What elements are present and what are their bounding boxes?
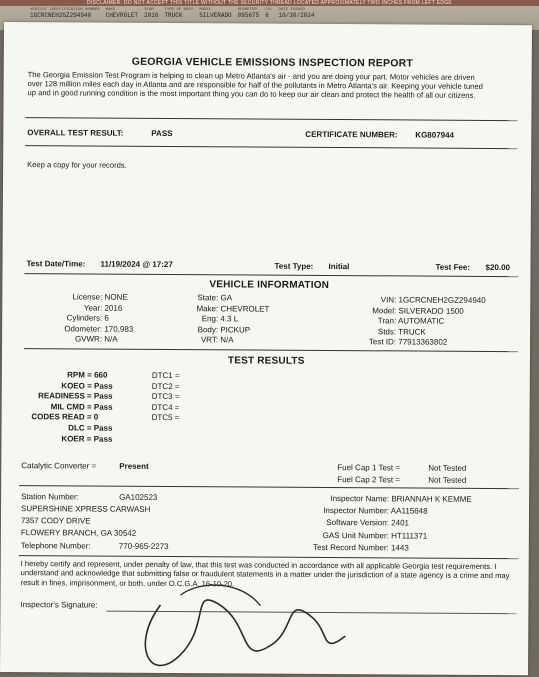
divider bbox=[24, 273, 518, 277]
result-field: KOER = Pass bbox=[61, 433, 113, 444]
test-fee-value: $20.00 bbox=[485, 262, 511, 273]
vehicle-field: Cylinders: 6 bbox=[66, 313, 109, 323]
vehicle-right-col bbox=[354, 295, 486, 349]
station-address: 7357 CODY DRIVE bbox=[20, 516, 91, 526]
inspector-field: Inspector Name: BRIANNAH K KEMME bbox=[330, 494, 472, 504]
certificate-label: CERTIFICATE NUMBER: bbox=[305, 129, 398, 140]
emissions-report-paper bbox=[0, 22, 532, 675]
overall-result-value: PASS bbox=[151, 128, 173, 139]
result-field: RPM = 660 bbox=[67, 370, 108, 380]
results-left-col bbox=[23, 370, 112, 445]
test-date-label: Test Date/Time: bbox=[26, 259, 86, 269]
vehicle-left-col bbox=[32, 292, 133, 346]
inspector-field: Inspector Number: AA115648 bbox=[323, 506, 428, 516]
result-field: KOEO = Pass bbox=[61, 380, 113, 391]
station-number-label: Station Number: bbox=[21, 492, 79, 502]
certification-text: I hereby certify and represent, under penalty of law, that this test was conducted in accordance with all applicable Georgia test requirements. I understand and acknowledge that submitting false or fraudulent statements in a matter under the jurisdiction of a state agency is a crime and may result in fines, imprisonment, or both, under O.C.G.A. 16-10-20. bbox=[20, 559, 510, 589]
station-city: FLOWERY BRANCH, GA 30542 bbox=[20, 528, 137, 538]
inspector-field: Software Version: 2401 bbox=[326, 518, 410, 528]
vehicle-field: Body: PICKUP bbox=[197, 324, 251, 335]
signature-stroke bbox=[180, 585, 260, 606]
vehicle-info-heading: VEHICLE INFORMATION bbox=[209, 279, 330, 291]
vehicle-field: License: NONE bbox=[72, 292, 128, 302]
test-type-value: Initial bbox=[328, 261, 350, 272]
vehicle-field: GVWR: N/A bbox=[74, 334, 118, 345]
vehicle-field: Stds: TRUCK bbox=[377, 327, 426, 337]
phone-label: Telephone Number: bbox=[20, 541, 91, 551]
title-field: DATE ISSUED 10/30/2024 bbox=[278, 8, 315, 19]
title-fields bbox=[30, 8, 314, 19]
inspector-col bbox=[297, 493, 472, 555]
test-fee-label: Test Fee: bbox=[435, 262, 471, 272]
divider bbox=[19, 485, 519, 489]
signature-stroke bbox=[145, 599, 345, 666]
dtc-col bbox=[152, 371, 180, 424]
keep-copy-note: Keep a copy for your records. bbox=[27, 160, 127, 170]
vehicle-field: VRT: N/A bbox=[200, 335, 234, 345]
catalytic-value: Present bbox=[119, 461, 149, 471]
title-field: VEHICLE IDENTIFICATION NUMBER 1GCRCNEH2GZ294940 bbox=[30, 8, 100, 19]
vehicle-field: Eng: 4.3 L bbox=[201, 314, 239, 324]
signature-label: Inspector's Signature: bbox=[20, 600, 98, 610]
station-name: SUPERSHINE XPRESS CARWASH bbox=[21, 504, 151, 514]
dtc-field: DTC1 = bbox=[151, 370, 180, 381]
overall-result-label: OVERALL TEST RESULT: bbox=[27, 128, 124, 138]
fuel-cap-2-label: Fuel Cap 2 Test = bbox=[337, 475, 401, 485]
vehicle-field: Make: CHEVROLET bbox=[196, 303, 270, 314]
report-title: GEORGIA VEHICLE EMISSIONS INSPECTION REPORT bbox=[131, 55, 414, 70]
result-field: MIL CMD = Pass bbox=[50, 402, 113, 412]
test-date-value: 11/19/2024 @ 17:27 bbox=[100, 259, 173, 270]
result-field: READINESS = Pass bbox=[38, 391, 113, 401]
result-field: CODES READ = 0 bbox=[31, 412, 99, 422]
inspector-field: Test Record Number: 1443 bbox=[313, 542, 409, 553]
report-intro: The Georgia Emission Test Program is helping to clean up Metro Atlanta's air - and you are doing your part. Motor vehicles are driven over 128 million miles each day in Atlanta and are responsible for half of the pollutants in Metro Atlanta's air. Keeping your vehicle tuned up and in good running condition is the most important thing you can do to keep our air clean and protect the health of all our citizens. bbox=[27, 70, 483, 101]
fuel-cap-2-value: Not Tested bbox=[428, 475, 467, 485]
vehicle-field: State: GA bbox=[197, 293, 233, 303]
test-type-label: Test Type: bbox=[274, 261, 314, 271]
vehicle-field: Test ID: 77913363802 bbox=[368, 337, 448, 348]
vehicle-field: VIN: 1GCRCNEH2GZ294940 bbox=[380, 295, 486, 305]
title-field: CYL 6 bbox=[265, 8, 273, 19]
divider bbox=[25, 145, 517, 149]
test-results-heading: TEST RESULTS bbox=[227, 355, 305, 367]
title-field: TYPE OF BODY TRUCK bbox=[164, 8, 194, 19]
title-disclaimer: DISCLAIMER: DO NOT ACCEPT THIS TITLE WITHOUT THE SECURITY THREAD LOCATED APPROXIMATELY TWO INCHES FROM LEFT EDGE bbox=[0, 0, 539, 6]
divider bbox=[19, 555, 519, 559]
divider bbox=[24, 348, 518, 352]
dtc-field: DTC4 = bbox=[151, 402, 180, 412]
inspector-field: GAS Unit Number: HT111371 bbox=[322, 530, 428, 541]
certificate-number: KG807944 bbox=[415, 130, 455, 140]
title-field: YEAR 2016 bbox=[144, 8, 159, 19]
station-number-value: GA102523 bbox=[119, 492, 158, 502]
fuel-cap-1-label: Fuel Cap 1 Test = bbox=[337, 463, 401, 473]
title-field: MAKE CHEVROLET bbox=[105, 8, 139, 19]
phone-value: 770-965-2273 bbox=[118, 541, 169, 552]
vehicle-mid-col bbox=[182, 293, 269, 347]
divider bbox=[25, 117, 517, 121]
catalytic-label: Catalytic Converter = bbox=[21, 461, 97, 471]
title-field: ODOMETER 095675 bbox=[237, 8, 260, 19]
dtc-field: DTC2 = bbox=[151, 381, 180, 391]
result-field: DLC = Pass bbox=[68, 423, 113, 433]
dtc-field: DTC5 = bbox=[151, 413, 180, 423]
fuel-cap-1-value: Not Tested bbox=[428, 463, 467, 473]
title-field: MODEL SILVERADO bbox=[199, 8, 232, 19]
vehicle-field: Odometer: 170,983 bbox=[64, 324, 134, 334]
vehicle-field: Model: SILVERADO 1500 bbox=[372, 305, 464, 316]
vehicle-field: Year: 2016 bbox=[83, 303, 123, 313]
dtc-field: DTC3 = bbox=[151, 392, 180, 402]
inspector-signature bbox=[120, 575, 381, 677]
vehicle-field: Tran: AUTOMATIC bbox=[377, 316, 445, 326]
